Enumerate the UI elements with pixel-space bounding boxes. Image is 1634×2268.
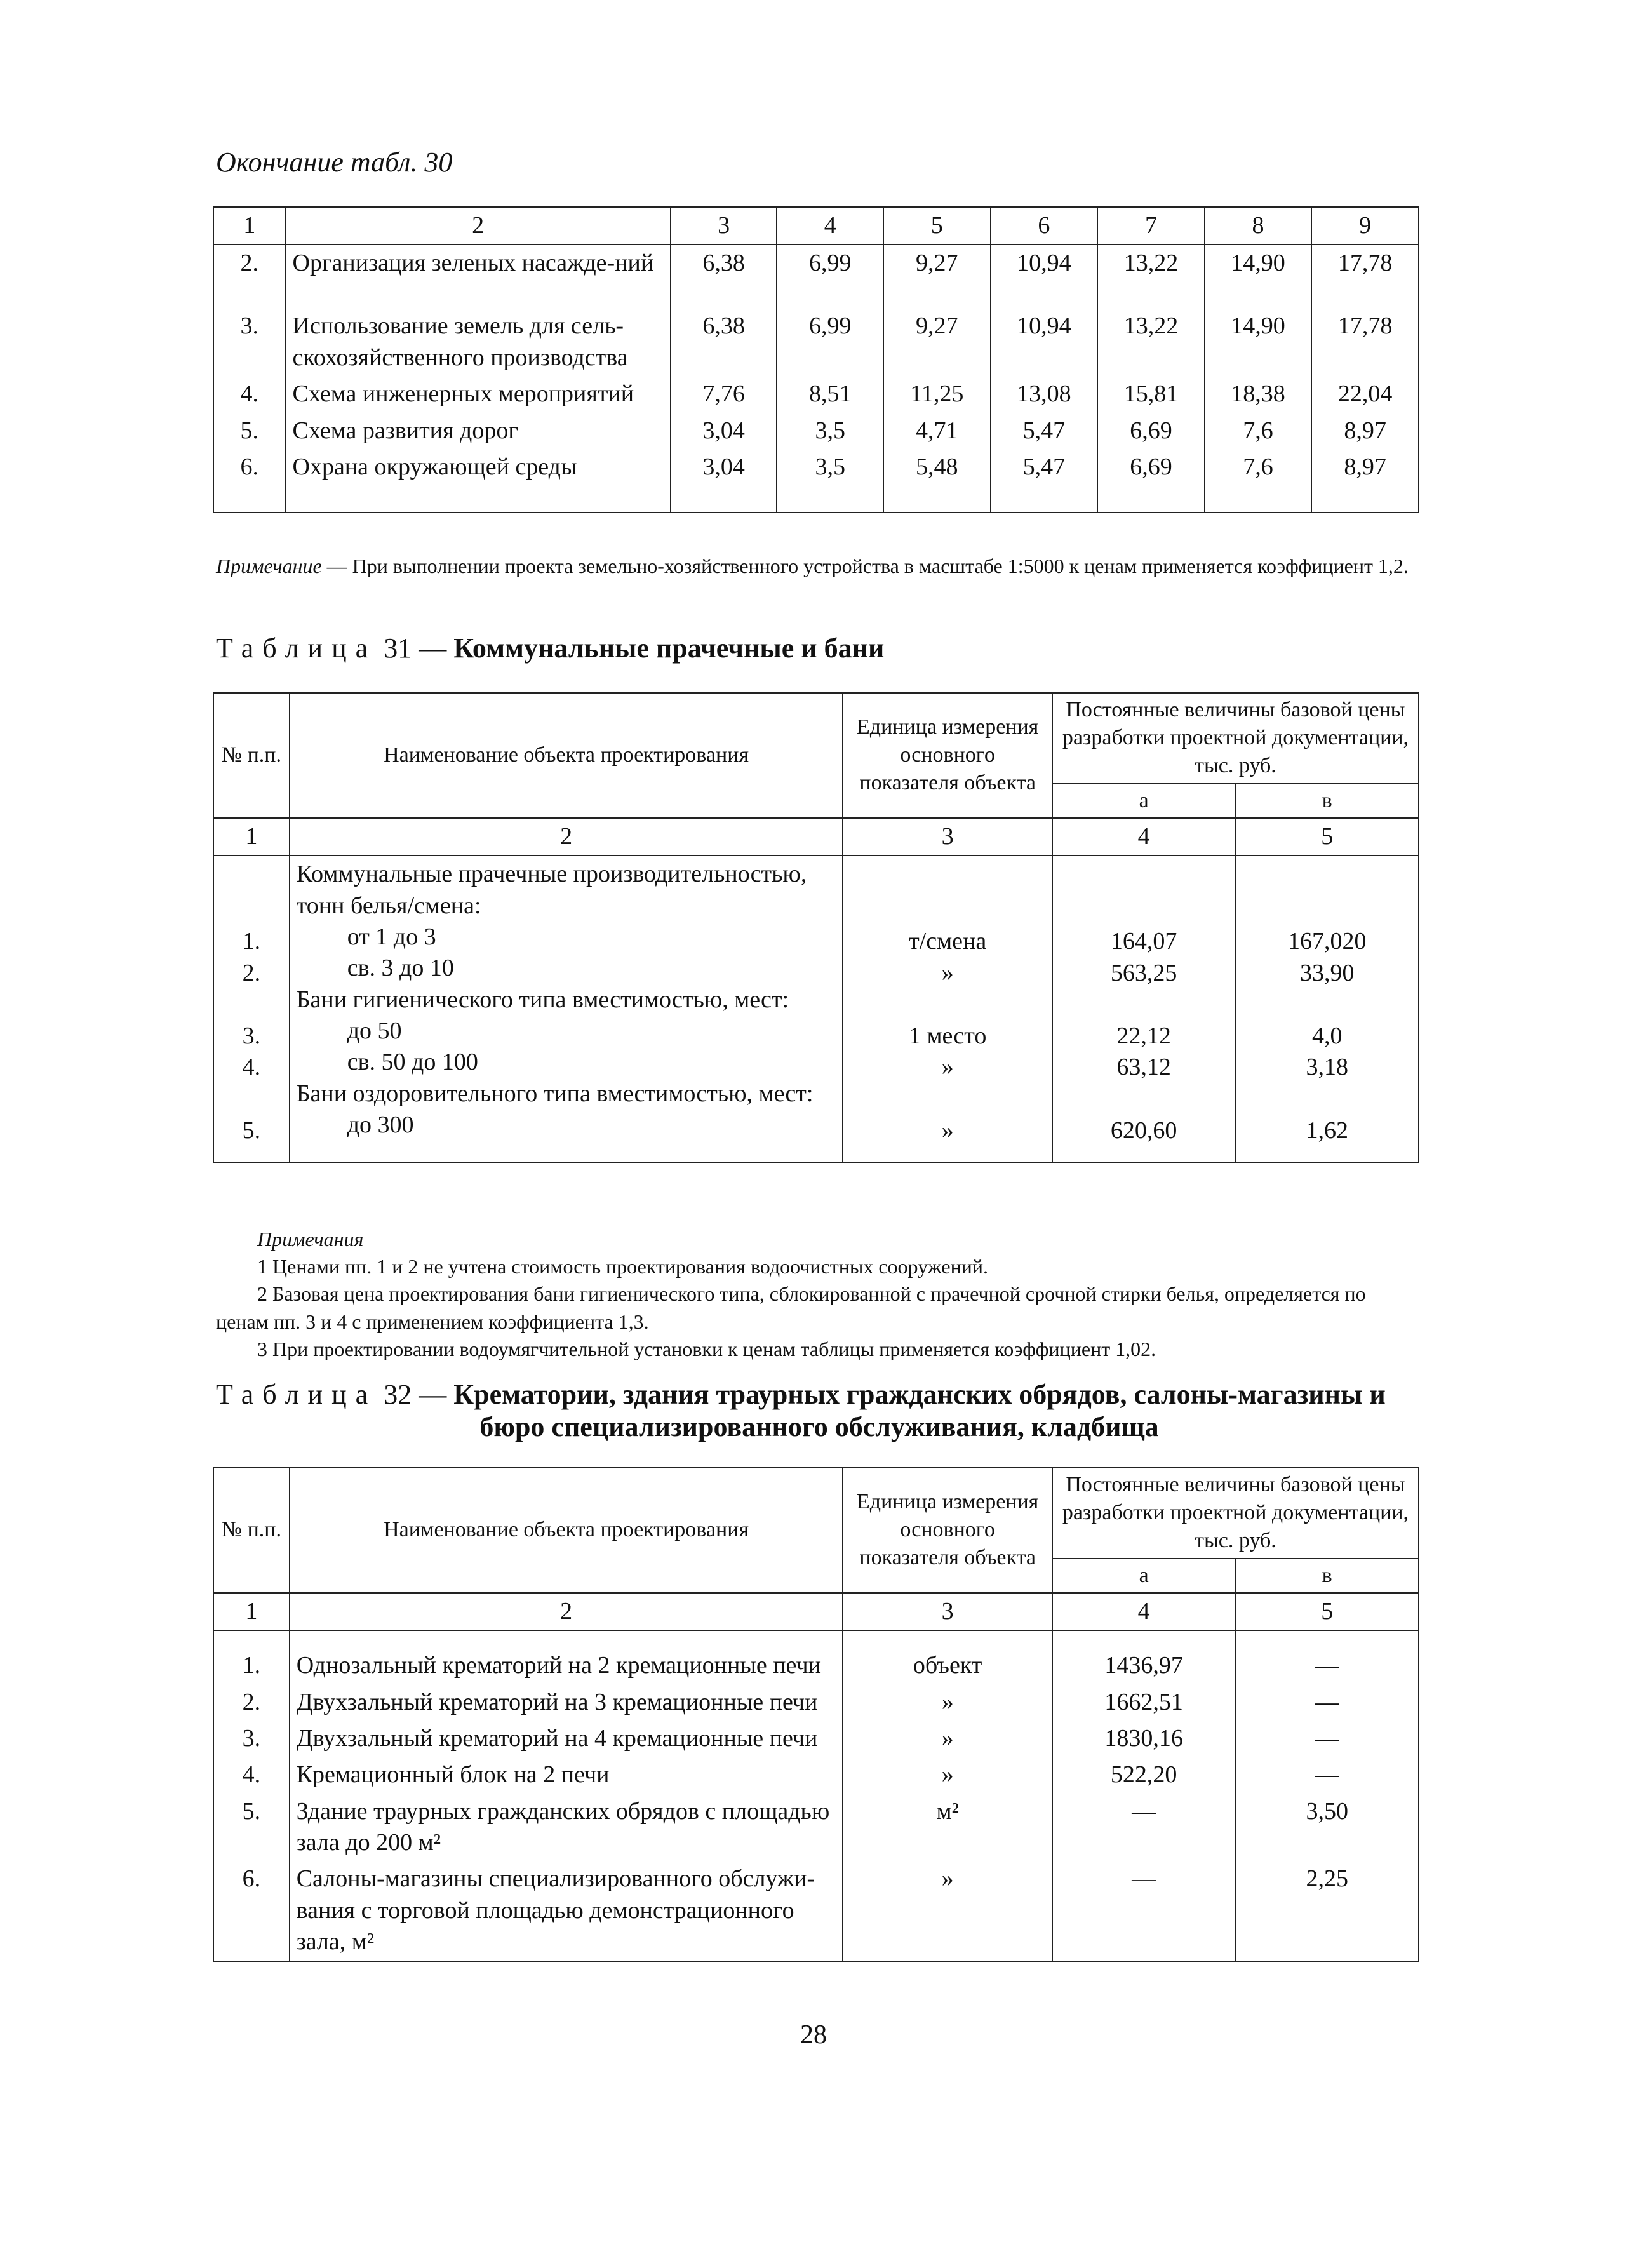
cell: 14,90: [1205, 308, 1312, 376]
row-num: 3.: [213, 1721, 290, 1757]
note-item: 3 При проектировании водоумягчительной установки к ценам таблицы применяется коэффициент 1,02.: [257, 1337, 1156, 1360]
row-num: 3.: [213, 308, 286, 376]
row-name: Охрана окружающей среды: [286, 449, 671, 513]
cell: 7,76: [671, 376, 777, 412]
note-30: [216, 553, 1423, 580]
cell: 13,22: [1097, 308, 1205, 376]
header-b: в: [1235, 1559, 1419, 1593]
cell: 8,97: [1311, 413, 1419, 449]
cell: 6,38: [671, 245, 777, 308]
row-name: Схема развития дорог: [286, 413, 671, 449]
row-unit: 1 место: [908, 1022, 987, 1049]
row-a: 63,12: [1116, 1054, 1171, 1081]
header-name: Наименование объекта проектирования: [290, 1468, 843, 1593]
row-a: 1830,16: [1052, 1721, 1236, 1757]
cell: 6,69: [1097, 449, 1205, 513]
row-name: св. 50 до 100: [347, 1049, 478, 1076]
row-num: 1.: [213, 1630, 290, 1684]
col-num: 1: [213, 207, 286, 245]
cell: 7,6: [1205, 449, 1312, 513]
row-num: 2.: [213, 1684, 290, 1721]
group-label: Бани оздоровительного типа вместимостью, мест:: [296, 1080, 814, 1107]
name-cell: [290, 856, 843, 1162]
table-header-row: [213, 1468, 1419, 1559]
cell: 7,6: [1205, 413, 1312, 449]
b-cell: [1235, 856, 1419, 1162]
cell: 10,94: [991, 245, 1098, 308]
row-name: от 1 до 3: [347, 923, 436, 950]
row-a: 522,20: [1052, 1757, 1236, 1793]
col-num: 4: [1052, 1593, 1236, 1630]
col-num: 6: [991, 207, 1098, 245]
table-row: [213, 1861, 1419, 1961]
row-b: —: [1235, 1757, 1419, 1793]
table-row: [213, 1630, 1419, 1684]
a-cell: [1052, 856, 1236, 1162]
row-num: 4.: [242, 1054, 261, 1081]
cell: 22,04: [1311, 376, 1419, 412]
col-num: 1: [213, 1593, 290, 1630]
table-31: [213, 692, 1419, 1163]
row-a: —: [1052, 1794, 1236, 1862]
col-num: 1: [213, 818, 290, 856]
col-num: 8: [1205, 207, 1312, 245]
cell: 8,51: [777, 376, 883, 412]
cell: 17,78: [1311, 245, 1419, 308]
cell: 13,22: [1097, 245, 1205, 308]
table-row: [213, 413, 1419, 449]
table-30: [213, 206, 1419, 513]
num-cell: [213, 856, 290, 1162]
unit-cell: [843, 856, 1052, 1162]
row-name: Двухзальный крематорий на 4 кремационные печи: [290, 1721, 843, 1757]
table-row: [213, 1684, 1419, 1721]
header-num: № п.п.: [213, 693, 290, 818]
col-num: 5: [883, 207, 991, 245]
col-num: 3: [671, 207, 777, 245]
cell: 4,71: [883, 413, 991, 449]
row-num: 4.: [213, 376, 286, 412]
title-text: бюро специализированного обслуживания, кладбища: [479, 1411, 1159, 1442]
row-b: 1,62: [1306, 1117, 1348, 1144]
col-num: 3: [843, 1593, 1052, 1630]
row-name: Использование земель для сель-скохозяйственного производства: [286, 308, 671, 376]
header-num: № п.п.: [213, 1468, 290, 1593]
table-header-row: [213, 693, 1419, 784]
col-num: 2: [290, 1593, 843, 1630]
header-const: Постоянные величины базовой цены разработки проектной документации, тыс. руб.: [1052, 693, 1419, 784]
row-name: до 50: [347, 1017, 402, 1045]
header-unit: Единица измерения основного показателя объекта: [843, 1468, 1052, 1593]
col-num: 9: [1311, 207, 1419, 245]
cell: 8,97: [1311, 449, 1419, 513]
row-name: до 300: [347, 1111, 414, 1139]
cell: 3,04: [671, 413, 777, 449]
row-name: св. 3 до 10: [347, 955, 454, 982]
col-num: 4: [1052, 818, 1236, 856]
table-body: [213, 856, 1419, 1162]
row-num: 2.: [242, 959, 261, 986]
cell: 17,78: [1311, 308, 1419, 376]
note-item: 1 Ценами пп. 1 и 2 не учтена стоимость проектирования водоочистных сооружений.: [257, 1255, 988, 1278]
row-name: Схема инженерных мероприятий: [286, 376, 671, 412]
cell: 6,69: [1097, 413, 1205, 449]
cell: 14,90: [1205, 245, 1312, 308]
cell: 3,5: [777, 449, 883, 513]
row-name: Здание траурных гражданских обрядов с площадью зала до 200 м²: [290, 1794, 843, 1862]
row-a: 1662,51: [1052, 1684, 1236, 1721]
cell: 5,48: [883, 449, 991, 513]
continuation-label: Окончание табл. 30: [216, 147, 453, 178]
col-num: 4: [777, 207, 883, 245]
row-num: 5.: [213, 1794, 290, 1862]
title-num: 31 —: [384, 633, 447, 664]
table-32-title: [216, 1378, 1423, 1443]
row-a: 563,25: [1110, 959, 1177, 986]
row-unit: »: [843, 1684, 1052, 1721]
cell: 3,04: [671, 449, 777, 513]
note-item: 2 Базовая цена проектирования бани гигиенического типа, сблокированной с прачечной срочной стирки белья, определяется по ценам пп. 3 и 4 с применением коэффициента 1,3.: [216, 1282, 1366, 1333]
cell: 3,5: [777, 413, 883, 449]
cell: 5,47: [991, 413, 1098, 449]
row-unit: »: [941, 1054, 954, 1081]
row-a: 620,60: [1110, 1117, 1177, 1144]
title-text: Крематории, здания траурных гражданских обрядов, салоны-магазины и: [453, 1379, 1386, 1410]
table-31-title: [216, 632, 884, 664]
row-num: 3.: [242, 1022, 261, 1049]
row-unit: »: [941, 1117, 954, 1144]
table-header-row: [213, 207, 1419, 245]
row-a: 1436,97: [1052, 1630, 1236, 1684]
cell: 6,38: [671, 308, 777, 376]
header-b: в: [1235, 784, 1419, 818]
col-num: 5: [1235, 818, 1419, 856]
row-name: Двухзальный крематорий на 3 кремационные печи: [290, 1684, 843, 1721]
table-row: [213, 376, 1419, 412]
note-label: Примечание: [216, 554, 322, 577]
header-name: Наименование объекта проектирования: [290, 693, 843, 818]
cell: 6,99: [777, 245, 883, 308]
row-num: 6.: [213, 449, 286, 513]
notes-31: [216, 1226, 1423, 1363]
page-number: 28: [800, 2020, 827, 2050]
col-num: 2: [286, 207, 671, 245]
row-num: 2.: [213, 245, 286, 308]
table-row: [213, 1757, 1419, 1793]
row-a: 22,12: [1116, 1022, 1171, 1049]
header-unit: Единица измерения основного показателя объекта: [843, 693, 1052, 818]
title-prefix: Таблица: [216, 1379, 377, 1410]
cell: 18,38: [1205, 376, 1312, 412]
table-row: [213, 245, 1419, 308]
header-a: а: [1052, 1559, 1236, 1593]
row-unit: »: [843, 1861, 1052, 1961]
group-label: Бани гигиенического типа вместимостью, мест:: [296, 986, 789, 1013]
row-a: —: [1052, 1861, 1236, 1961]
header-a: а: [1052, 784, 1236, 818]
notes-label: Примечания: [257, 1228, 364, 1251]
row-name: Салоны-магазины специализированного обслужи-вания с торговой площадью демонстрационного зала, м²: [290, 1861, 843, 1961]
row-b: 167,020: [1287, 928, 1367, 955]
table-colnum-row: [213, 1593, 1419, 1630]
table-row: [213, 1721, 1419, 1757]
row-num: 5.: [213, 413, 286, 449]
col-num: 7: [1097, 207, 1205, 245]
cell: 15,81: [1097, 376, 1205, 412]
note-text: — При выполнении проекта земельно-хозяйственного устройства в масштабе 1:5000 к ценам применяется коэффициент 1,2.: [326, 554, 1409, 577]
cell: 6,99: [777, 308, 883, 376]
row-b: —: [1235, 1721, 1419, 1757]
table-row: [213, 1794, 1419, 1862]
header-const: Постоянные величины базовой цены разработки проектной документации, тыс. руб.: [1052, 1468, 1419, 1559]
col-num: 3: [843, 818, 1052, 856]
row-unit: т/смена: [909, 928, 987, 955]
cell: 11,25: [883, 376, 991, 412]
group-label: Коммунальные прачечные производительностью, тонн белья/смена:: [296, 861, 807, 919]
row-unit: »: [843, 1721, 1052, 1757]
title-prefix: Таблица: [216, 633, 377, 664]
title-num: 32 —: [384, 1379, 447, 1410]
cell: 9,27: [883, 308, 991, 376]
row-num: 1.: [242, 928, 261, 955]
table-32: [213, 1467, 1419, 1962]
cell: 10,94: [991, 308, 1098, 376]
row-num: 4.: [213, 1757, 290, 1793]
row-b: 3,18: [1306, 1054, 1348, 1081]
row-b: —: [1235, 1684, 1419, 1721]
col-num: 2: [290, 818, 843, 856]
row-num: 5.: [242, 1117, 261, 1144]
table-colnum-row: [213, 818, 1419, 856]
row-name: Кремационный блок на 2 печи: [290, 1757, 843, 1793]
title-text: Коммунальные прачечные и бани: [453, 633, 885, 664]
row-b: 3,50: [1235, 1794, 1419, 1862]
cell: 5,47: [991, 449, 1098, 513]
row-name: Организация зеленых насажде-ний: [286, 245, 671, 308]
row-unit: м²: [843, 1794, 1052, 1862]
cell: 9,27: [883, 245, 991, 308]
row-b: 2,25: [1235, 1861, 1419, 1961]
table-row: [213, 449, 1419, 513]
col-num: 5: [1235, 1593, 1419, 1630]
row-num: 6.: [213, 1861, 290, 1961]
table-row: [213, 308, 1419, 376]
row-unit: »: [843, 1757, 1052, 1793]
cell: 13,08: [991, 376, 1098, 412]
row-name: Однозальный крематорий на 2 кремационные печи: [290, 1630, 843, 1684]
row-b: 4,0: [1311, 1022, 1343, 1049]
row-b: 33,90: [1299, 959, 1355, 986]
row-unit: объект: [843, 1630, 1052, 1684]
row-b: —: [1235, 1630, 1419, 1684]
row-unit: »: [941, 959, 954, 986]
row-a: 164,07: [1110, 928, 1177, 955]
